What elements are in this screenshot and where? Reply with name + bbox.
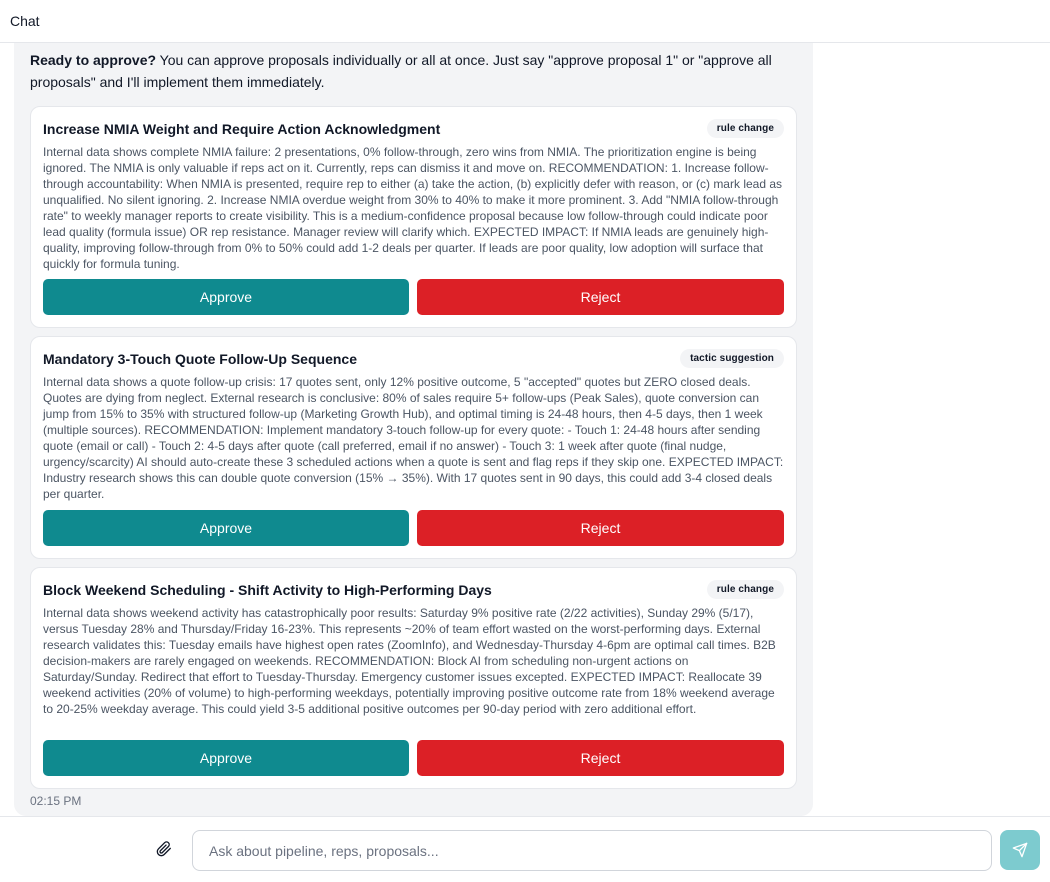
proposal-title: Block Weekend Scheduling - Shift Activity to High-Performing Days bbox=[43, 582, 492, 598]
proposal-type-badge: rule change bbox=[707, 580, 784, 599]
proposal-description: Internal data shows complete NMIA failure: 2 presentations, 0% follow-through, zero wins from NMIA. The prioritization engine is being ignored. The NMIA is only valuable if reps act on it. Currently, reps can dismiss it and move on. RECOMMENDATION: 1. Increase follow-through accountability: When NMIA is presented, require rep to either (a) take the action, (b) explicitly defer with reason, or (c) mark lead as unqualified. No silent ignoring. 2. Increase NMIA overdue weight from 30% to 40% to make it more prominent. 3. Add "NMIA follow-through rate" to weekly manager reports to create visibility. This is a medium-confidence proposal because low follow-through could indicate poor lead quality (formula issue) OR rep resistance. Manager review will clarify which. EXPECTED IMPACT: If NMIA leads are genuinely high-quality, improving follow-through from 0% to 50% could add 1-2 deals per quarter. If leads are poor quality, low adoption will surface that quickly for formula tuning. bbox=[43, 145, 783, 271]
reject-button[interactable]: Reject bbox=[417, 510, 784, 546]
paperclip-icon[interactable] bbox=[154, 839, 174, 859]
send-icon bbox=[1012, 842, 1028, 858]
proposal-type-badge: tactic suggestion bbox=[680, 349, 784, 368]
chat-composer bbox=[0, 816, 1050, 882]
proposal-card bbox=[30, 336, 797, 559]
proposal-description: Internal data shows a quote follow-up crisis: 17 quotes sent, only 12% positive outcome, 5 "accepted" quotes but ZERO closed deals. Quotes are dying from neglect. External research is conclusive: 80% of sales require 5+ follow-ups (Peak Sales), quote conversion can jump from 15% to 35% with structured follow-up (Marketing Growth Hub), and optimal timing is 24-48 hours, then 4-5 days, then 1 week (multiple sources). RECOMMENDATION: Implement mandatory 3-touch follow-up for every quote: - Touch 1: 24-48 hours after sending quote (email or call) - Touch 2: 4-5 days after quote (call preferred, email if no answer) - Touch 3: 1 week after quote (final nudge, urgency/scarcity) AI should auto-create these 3 scheduled actions when a quote is sent and flag reps if they skip one. EXPECTED IMPACT: Industry research shows this can double quote conversion (15% → 35%). With 17 quotes sent in 90 days, this could add 3-4 closed deals per quarter. bbox=[43, 375, 784, 501]
proposal-title: Mandatory 3-Touch Quote Follow-Up Sequence bbox=[43, 351, 357, 367]
proposal-type-badge: rule change bbox=[707, 119, 784, 138]
approve-button[interactable]: Approve bbox=[43, 510, 409, 546]
intro-text: You can approve proposals individually or all at once. Just say "approve proposal 1" or "approve all proposals" and I'll implement them immediately. bbox=[30, 52, 772, 90]
approve-button[interactable]: Approve bbox=[43, 279, 409, 315]
send-button[interactable] bbox=[1000, 830, 1040, 870]
proposal-description: Internal data shows weekend activity has catastrophically poor results: Saturday 9% positive rate (2/22 activities), Sunday 29% (5/17), versus Tuesday 28% and Thursday/Friday 16-23%. This represents ~20% of team effort wasted on the worst-performing days. External research validates this: Tuesday emails have highest open rates (ZoomInfo), and Wednesday-Thursday 4-6pm are optimal call times. B2B decision-makers are rarely engaged on weekends. RECOMMENDATION: Block AI from scheduling non-urgent actions on Saturday/Sunday. Redirect that effort to Tuesday-Thursday. Emergency customer issues excepted. EXPECTED IMPACT: Reallocate 39 weekend activities (20% of volume) to high-performing weekdays, potentially improving positive outcome rate from 18% weekend average to 20-25% weekday average. This could yield 3-5 additional positive outcomes per 90-day period with zero additional effort. bbox=[43, 606, 776, 716]
proposal-card bbox=[30, 567, 797, 789]
reject-button[interactable]: Reject bbox=[417, 740, 784, 776]
reject-button[interactable]: Reject bbox=[417, 279, 784, 315]
intro-bold: Ready to approve? bbox=[30, 52, 157, 68]
chat-input[interactable] bbox=[192, 830, 992, 871]
proposal-title: Increase NMIA Weight and Require Action Acknowledgment bbox=[43, 121, 441, 137]
message-intro bbox=[30, 49, 800, 93]
proposal-card bbox=[30, 106, 797, 328]
message-list[interactable] bbox=[0, 43, 1050, 816]
message-timestamp: 02:15 PM bbox=[30, 794, 82, 808]
chat-header bbox=[0, 0, 1050, 43]
page-title: Chat bbox=[10, 13, 40, 29]
approve-button[interactable]: Approve bbox=[43, 740, 409, 776]
